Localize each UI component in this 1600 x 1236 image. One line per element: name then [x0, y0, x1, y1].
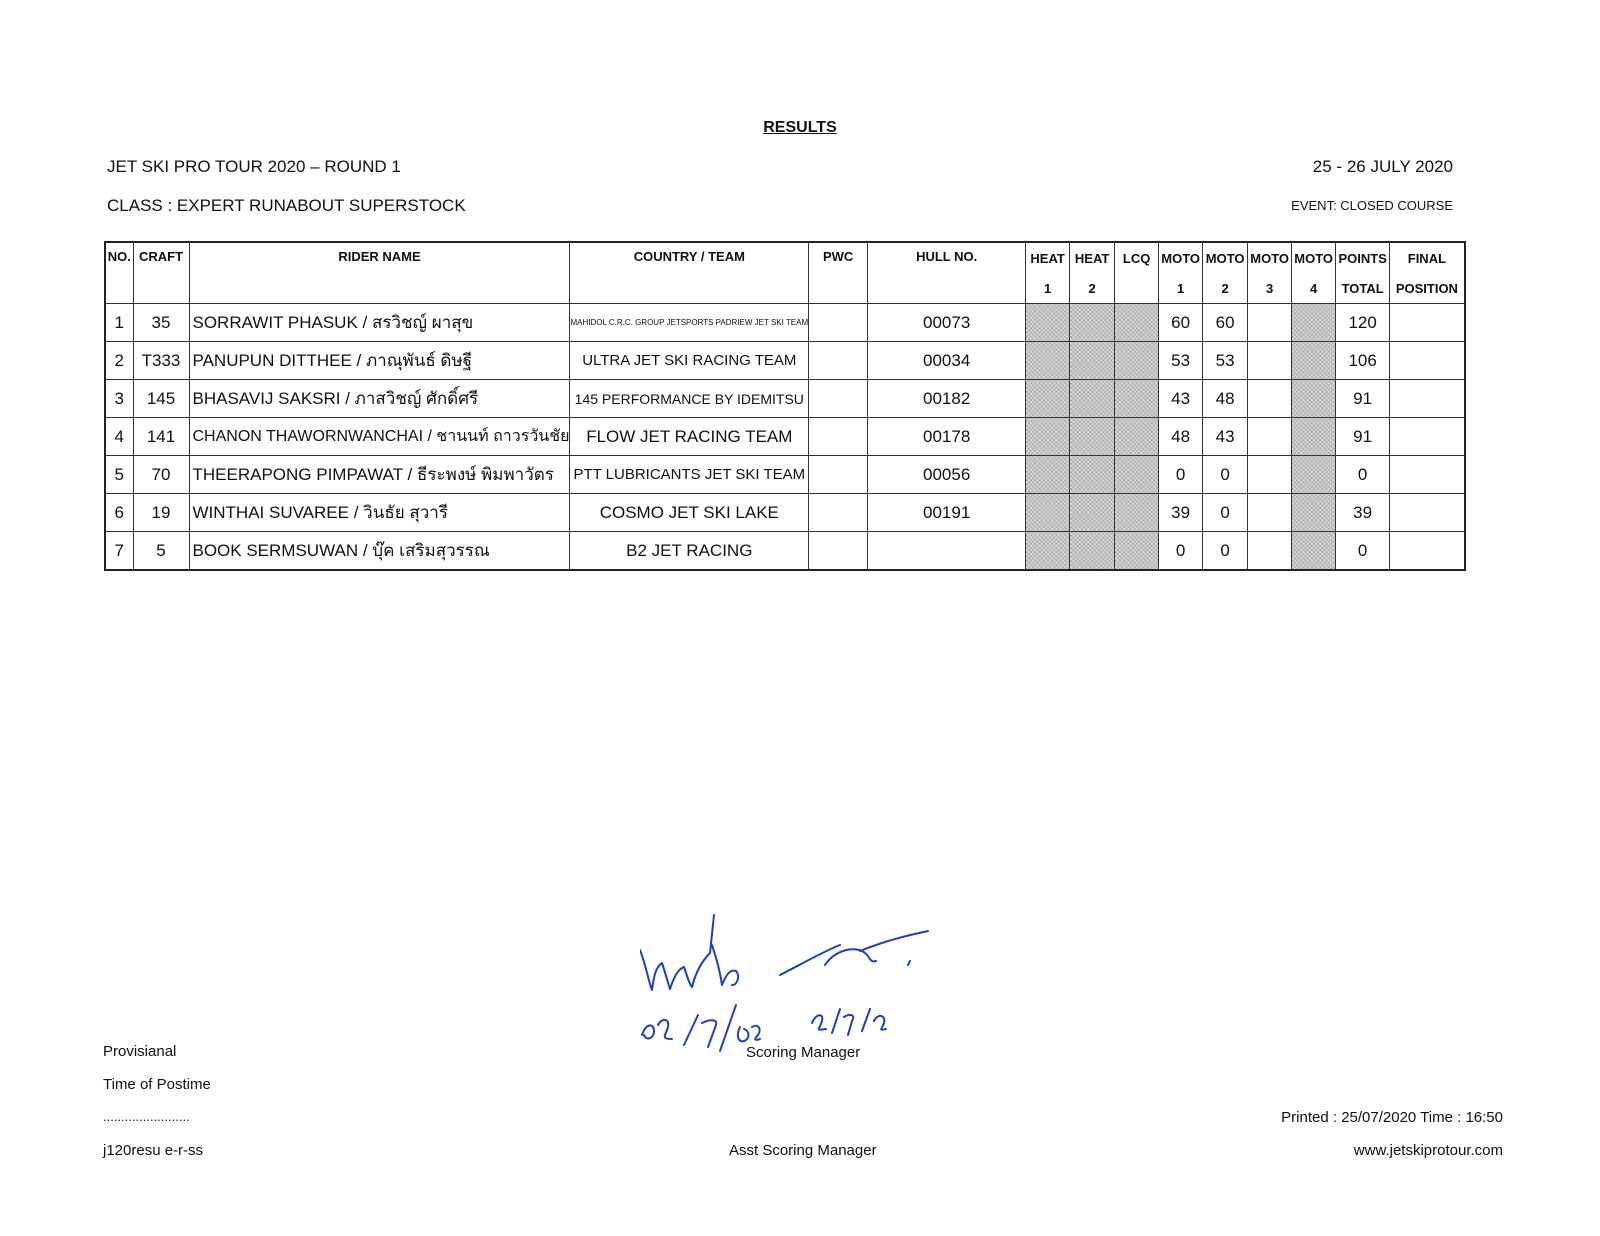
cell-moto3 [1248, 456, 1292, 494]
cell-final-position [1390, 418, 1465, 456]
cell-hull-no: 00056 [868, 456, 1026, 494]
cell-moto1: 0 [1159, 532, 1203, 571]
cell-rider-name: SORRAWIT PHASUK / สรวิชญ์ ผาสุข [189, 304, 570, 342]
cell-moto3 [1248, 418, 1292, 456]
cell-moto1: 53 [1159, 342, 1203, 380]
asst-scoring-manager-label: Asst Scoring Manager [729, 1142, 877, 1159]
column-header-heat1: HEAT [1026, 242, 1070, 273]
cell-moto2: 43 [1203, 418, 1248, 456]
cell-pwc [809, 456, 868, 494]
table-header-row [105, 242, 1465, 273]
cell-moto4-shaded [1292, 304, 1336, 342]
cell-rider-name: BHASAVIJ SAKSRI / ภาสวิชญ์ ศักดิ์ศรี [189, 380, 570, 418]
cell-heat2-shaded [1070, 418, 1115, 456]
cell-points-total: 0 [1336, 532, 1390, 571]
cell-team: B2 JET RACING [570, 532, 809, 571]
cell-heat1-shaded [1026, 418, 1070, 456]
cell-heat1-shaded [1026, 532, 1070, 571]
column-header-no: NO. [105, 242, 133, 304]
column-subheader-moto2: 2 [1203, 273, 1248, 304]
table-row [105, 304, 1465, 342]
cell-moto2: 0 [1203, 532, 1248, 571]
cell-hull-no: 00034 [868, 342, 1026, 380]
cell-final-position [1390, 304, 1465, 342]
table-row [105, 494, 1465, 532]
cell-pwc [809, 380, 868, 418]
cell-heat1-shaded [1026, 304, 1070, 342]
class-label: CLASS : EXPERT RUNABOUT SUPERSTOCK [107, 196, 466, 215]
cell-team: ULTRA JET SKI RACING TEAM [570, 342, 809, 380]
cell-no: 4 [105, 418, 133, 456]
website-url: www.jetskiprotour.com [1353, 1142, 1503, 1159]
cell-pwc [809, 342, 868, 380]
cell-craft: 145 [133, 380, 189, 418]
cell-lcq-shaded [1115, 342, 1159, 380]
cell-team: 145 PERFORMANCE BY IDEMITSU [570, 380, 809, 418]
cell-points-total: 91 [1336, 418, 1390, 456]
cell-heat1-shaded [1026, 456, 1070, 494]
cell-moto4-shaded [1292, 418, 1336, 456]
column-header-rider-name: RIDER NAME [189, 242, 570, 304]
cell-heat1-shaded [1026, 342, 1070, 380]
cell-hull-no: 00073 [868, 304, 1026, 342]
cell-heat2-shaded [1070, 380, 1115, 418]
cell-moto2: 0 [1203, 456, 1248, 494]
cell-moto2: 53 [1203, 342, 1248, 380]
cell-hull-no: 00178 [868, 418, 1026, 456]
table-row [105, 532, 1465, 571]
cell-heat2-shaded [1070, 532, 1115, 571]
cell-heat2-shaded [1070, 342, 1115, 380]
cell-moto3 [1248, 380, 1292, 418]
cell-no: 2 [105, 342, 133, 380]
cell-lcq-shaded [1115, 494, 1159, 532]
cell-moto3 [1248, 494, 1292, 532]
column-subheader-heat1: 1 [1026, 273, 1070, 304]
dotted-line: ........................ [103, 1109, 190, 1124]
cell-points-total: 120 [1336, 304, 1390, 342]
cell-final-position [1390, 456, 1465, 494]
cell-lcq-shaded [1115, 304, 1159, 342]
cell-no: 5 [105, 456, 133, 494]
cell-moto4-shaded [1292, 380, 1336, 418]
cell-moto3 [1248, 304, 1292, 342]
cell-team: FLOW JET RACING TEAM [570, 418, 809, 456]
file-code: j120resu e-r-ss [103, 1142, 204, 1159]
column-header-heat2: HEAT [1070, 242, 1115, 273]
cell-heat2-shaded [1070, 456, 1115, 494]
cell-rider-name: WINTHAI SUVAREE / วินธัย สุวารี [189, 494, 570, 532]
cell-points-total: 0 [1336, 456, 1390, 494]
column-header-points: POINTS [1336, 242, 1390, 273]
column-subheader-final: POSITION [1390, 273, 1465, 304]
column-subheader-heat2: 2 [1070, 273, 1115, 304]
cell-lcq-shaded [1115, 532, 1159, 571]
column-header-craft: CRAFT [133, 242, 189, 304]
cell-team: PTT LUBRICANTS JET SKI TEAM [570, 456, 809, 494]
column-header-lcq: LCQ [1115, 242, 1159, 273]
column-subheader-moto4: 4 [1292, 273, 1336, 304]
column-subheader-points: TOTAL [1336, 273, 1390, 304]
table-row [105, 418, 1465, 456]
cell-moto4-shaded [1292, 456, 1336, 494]
cell-points-total: 91 [1336, 380, 1390, 418]
cell-no: 7 [105, 532, 133, 571]
cell-rider-name: CHANON THAWORNWANCHAI / ชานนท์ ถาวรวันชัย [189, 418, 570, 456]
cell-pwc [809, 494, 868, 532]
cell-craft: 70 [133, 456, 189, 494]
cell-heat1-shaded [1026, 380, 1070, 418]
cell-moto1: 60 [1159, 304, 1203, 342]
cell-moto1: 39 [1159, 494, 1203, 532]
cell-points-total: 106 [1336, 342, 1390, 380]
cell-points-total: 39 [1336, 494, 1390, 532]
handwritten-signature [640, 905, 960, 1055]
cell-craft: 5 [133, 532, 189, 571]
cell-moto2: 0 [1203, 494, 1248, 532]
cell-heat2-shaded [1070, 494, 1115, 532]
cell-team: MAHIDOL C.R.C. GROUP JETSPORTS PADRIEW JET SKI TEAM [570, 304, 809, 342]
cell-craft: 19 [133, 494, 189, 532]
cell-moto2: 48 [1203, 380, 1248, 418]
scoring-manager-label: Scoring Manager [746, 1044, 861, 1061]
cell-pwc [809, 418, 868, 456]
column-header-hull-no: HULL NO. [868, 242, 1026, 304]
event-name: JET SKI PRO TOUR 2020 – ROUND 1 [107, 157, 401, 176]
cell-moto3 [1248, 342, 1292, 380]
cell-hull-no [868, 532, 1026, 571]
results-table [104, 241, 1466, 571]
cell-craft: 35 [133, 304, 189, 342]
cell-rider-name: PANUPUN DITTHEE / ภาณุพันธ์ ดิษฐี [189, 342, 570, 380]
column-header-country-team: COUNTRY / TEAM [570, 242, 809, 304]
cell-no: 1 [105, 304, 133, 342]
event-type: EVENT: CLOSED COURSE [1291, 198, 1453, 213]
column-header-moto3: MOTO [1248, 242, 1292, 273]
cell-rider-name: BOOK SERMSUWAN / บุ๊ค เสริมสุวรรณ [189, 532, 570, 571]
cell-craft: 141 [133, 418, 189, 456]
cell-final-position [1390, 342, 1465, 380]
cell-craft: T333 [133, 342, 189, 380]
cell-heat1-shaded [1026, 494, 1070, 532]
cell-hull-no: 00182 [868, 380, 1026, 418]
cell-moto4-shaded [1292, 494, 1336, 532]
cell-moto3 [1248, 532, 1292, 571]
cell-final-position [1390, 494, 1465, 532]
cell-lcq-shaded [1115, 456, 1159, 494]
column-subheader-lcq [1115, 273, 1159, 304]
cell-heat2-shaded [1070, 304, 1115, 342]
cell-rider-name: THEERAPONG PIMPAWAT / ธีระพงษ์ พิมพาวัตร [189, 456, 570, 494]
column-subheader-moto3: 3 [1248, 273, 1292, 304]
provisional-label: Provisianal [103, 1043, 177, 1060]
column-header-moto4: MOTO [1292, 242, 1336, 273]
cell-moto2: 60 [1203, 304, 1248, 342]
cell-team: COSMO JET SKI LAKE [570, 494, 809, 532]
table-row [105, 380, 1465, 418]
page-title: RESULTS [763, 119, 837, 136]
column-header-moto2: MOTO [1203, 242, 1248, 273]
column-header-final: FINAL [1390, 242, 1465, 273]
cell-no: 3 [105, 380, 133, 418]
cell-final-position [1390, 532, 1465, 571]
table-row [105, 456, 1465, 494]
cell-lcq-shaded [1115, 418, 1159, 456]
time-of-postime-label: Time of Postime [103, 1076, 211, 1093]
printed-timestamp: Printed : 25/07/2020 Time : 16:50 [1281, 1109, 1503, 1126]
cell-moto1: 48 [1159, 418, 1203, 456]
column-header-moto1: MOTO [1159, 242, 1203, 273]
table-row [105, 342, 1465, 380]
cell-pwc [809, 304, 868, 342]
cell-final-position [1390, 380, 1465, 418]
cell-moto1: 0 [1159, 456, 1203, 494]
column-subheader-moto1: 1 [1159, 273, 1203, 304]
cell-moto4-shaded [1292, 342, 1336, 380]
cell-pwc [809, 532, 868, 571]
event-date: 25 - 26 JULY 2020 [1312, 157, 1453, 176]
cell-moto4-shaded [1292, 532, 1336, 571]
cell-no: 6 [105, 494, 133, 532]
cell-hull-no: 00191 [868, 494, 1026, 532]
column-header-pwc: PWC [809, 242, 868, 304]
cell-lcq-shaded [1115, 380, 1159, 418]
cell-moto1: 43 [1159, 380, 1203, 418]
